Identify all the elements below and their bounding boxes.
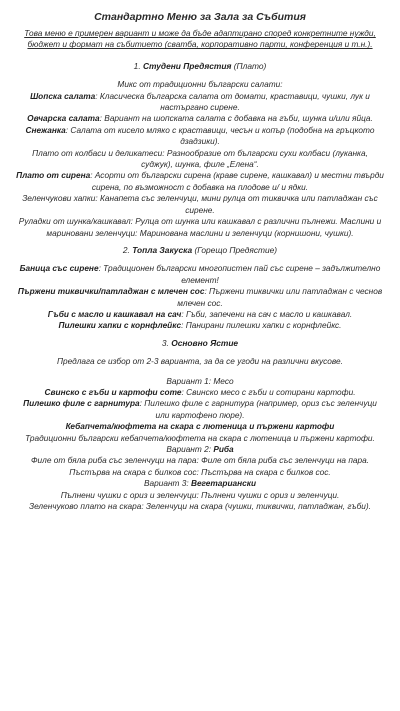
item-desc: : Асорти от български сирена (краве сирене, кашкавал) и местни твърди сирена, по възможност с добавка на плодове и/ и ядки. <box>90 170 384 192</box>
variant-3-label <box>16 478 384 489</box>
warm-item-banitsa <box>16 263 384 286</box>
item-desc: : Пържени тиквички или патладжан с чеснов млечен сос. <box>177 286 383 308</box>
section-number: 3. <box>161 337 172 348</box>
main-item-peppers: Пълнени чушки с ориз и зеленчуци: Пълнени чушки с ориз и зеленчуци. <box>60 489 340 500</box>
section-warm-heading <box>16 245 384 256</box>
warm-item-mushrooms <box>16 309 384 320</box>
item-desc: : Свинско месо с гъби и сотирани картофи. <box>181 386 356 397</box>
cold-item-ovcharska <box>16 113 384 124</box>
item-desc: : Традиционен български многопистен пай със сирене – задължително елемент! <box>98 263 381 285</box>
section-name: Основно Ястие <box>171 337 239 348</box>
variant-prefix: Вариант 3: <box>143 478 191 489</box>
menu-title: Стандартно Меню за Зала за Събития <box>94 11 306 23</box>
section-note: (Горещо Предястие) <box>192 244 278 255</box>
variant-name: Вегетариански <box>190 478 257 489</box>
section-number: 2. <box>122 244 133 255</box>
section-name: Студени Предястия <box>142 60 232 71</box>
intro-paragraph: Това меню е примерен вариант и може да бъде адаптирано според конкретните нужди, бюджет и формат на събитието (сватба, корпоративно парти, конференция и т.н.). <box>24 28 376 50</box>
item-name: Овчарска салата <box>27 113 100 124</box>
item-name: Гъби с масло и кашкавал на сач <box>47 308 182 319</box>
warm-item-chicken-bites <box>16 320 384 331</box>
main-lead: Предлага се избор от 2-3 варианта, за да се угоди на различни вкусове. <box>57 356 343 367</box>
item-desc: : Пилешко филе с гарнитура (например, ориз със зеленчуци или картофено пюре). <box>139 398 377 420</box>
item-desc: : Панирани пилешки хапки с корнфлейкс. <box>181 320 342 331</box>
main-item-pork <box>16 387 384 398</box>
item-name: Плато от сирена <box>16 170 91 181</box>
item-desc: : Гъби, запечени на сач с масло и кашкавал. <box>181 308 353 319</box>
variant-2-label <box>16 444 384 455</box>
item-name: Пилешко филе с гарнитура <box>23 398 140 409</box>
item-name: Снежанка <box>25 124 66 135</box>
main-item-veg-plate: Зеленчуково плато на скара: Зеленчуци на скара (чушки, тиквички, патладжан, гъби). <box>29 501 371 512</box>
item-name: Пилешки хапки с корнфлейкс <box>58 320 182 331</box>
section-number: 1. <box>133 60 143 71</box>
cold-item-rolls: Руладки от шунка/кашкавал: Рулца от шунка или кашкавал с различни пълнежи. Маслини и мариновани зеленчуци: Маринована маслини и зеленчуци (корнишони, чушки). <box>18 216 382 238</box>
cold-item-snezhanka <box>16 125 384 148</box>
warm-item-zucchini <box>16 286 384 309</box>
main-item-chicken <box>16 398 384 421</box>
cold-lead: Микс от традиционни български салати: <box>117 79 283 90</box>
item-name: Кебапчета/кюфтета на скара с лютеница и пържени картофи <box>65 421 335 432</box>
variant-1-label: Вариант 1: Месо <box>166 375 234 386</box>
section-note: (Плато) <box>231 60 267 71</box>
cold-item-cold-cuts: Плато от колбаси и деликатеси: Разнообразие от български сухи колбаси (луканка, суджук), шунка, филе „Елена“. <box>32 147 368 170</box>
cold-item-shopska <box>16 91 384 114</box>
item-name: Шопска салата <box>30 90 96 101</box>
main-item-kebapche-desc: Традиционни български кебапчета/кюфтета на скара с лютеница и пържени картофи. <box>25 432 375 443</box>
item-name: Пържени тиквички/патладжан с млечен сос <box>17 286 205 297</box>
item-desc: : Вариант на шопската салата с добавка на гъби, шунка и/или яйца. <box>99 113 373 124</box>
section-main-heading <box>16 338 384 349</box>
item-desc: : Класическа българска салата от домати, краставици, чушки, лук и настъргано сирене. <box>95 90 370 113</box>
variant-prefix: Вариант 2: <box>166 444 214 454</box>
section-cold-heading <box>16 61 384 72</box>
main-item-kebapche <box>16 421 384 432</box>
item-desc: : Салата от кисело мляко с краставици, чесън и копър (подобна на гръцкото дзадзики). <box>65 124 375 147</box>
main-item-trout: Пъстърва на скара с билков сос: Пъстърва на скара с билков сос. <box>69 466 331 477</box>
cold-item-veg: Зеленчукови хапки: Канапета със зеленчуци, мини рулца от тиквичка или патладжан със сирене. <box>22 193 378 215</box>
cold-item-cheese <box>16 170 384 193</box>
section-name: Топла Закуска <box>132 244 193 255</box>
main-item-fish: Филе от бяла риба със зеленчуци на пара: Филе от бяла риба със зеленчуци на пара. <box>30 455 370 466</box>
item-name: Баница със сирене <box>19 263 99 274</box>
item-name: Свинско с гъби и картофи соте <box>44 386 182 397</box>
variant-name: Риба <box>213 444 234 454</box>
